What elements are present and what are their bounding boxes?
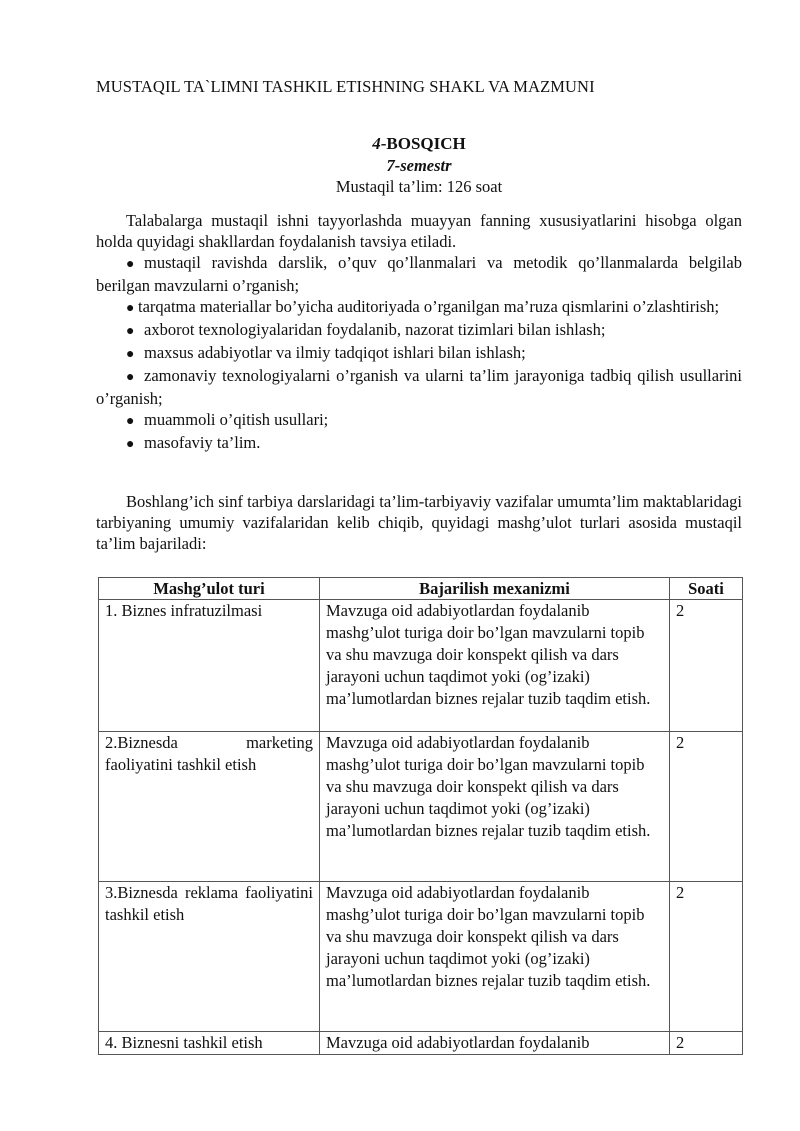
cell-hours: 2 <box>670 732 743 882</box>
cell-type: 2.Biznesda marketing faoliyatini tashkil etish <box>99 732 320 882</box>
cell-hours: 2 <box>670 882 743 1032</box>
header-type: Mashg’ulot turi <box>99 578 320 600</box>
table-header-row <box>99 578 743 600</box>
bullet-icon: ● <box>126 414 135 429</box>
header-hours: Soati <box>670 578 743 600</box>
intro-text: Talabalarga mustaqil ishni tayyorlashda muayyan fanning xususiyatlarini hisobga olgan holda quyidagi shakllardan foydalanish tavsiya etiladi. <box>96 211 742 251</box>
bullet-icon: ● <box>126 257 135 272</box>
list-item: ● muammoli o’qitish usullari; <box>96 409 742 432</box>
list-item: ● mustaqil ravishda darslik, o’quv qo’llanmalari va metodik qo’llanmalarda belgilab berilgan mavzularni o’rganish; <box>96 253 742 295</box>
hours-line: Mustaqil ta’lim: 126 soat <box>335 177 503 196</box>
cell-hours: 2 <box>670 600 743 732</box>
list-item: ● tarqatma materiallar bo’yicha auditoriyada o’rganilgan ma’ruza qismlarini o’zlashtirish; <box>96 296 742 319</box>
cell-mechanism: Mavzuga oid adabiyotlardan foydalanib mashg’ulot turiga doir bo’lgan mavzularni topib va shu mavzuga doir konspekt qilish va dars jarayoni uchun taqdimot yoki (og’izaki) ma’lumotlardan biznes rejalar tuzib taqdim etish. <box>320 600 670 732</box>
table-row <box>99 882 743 1032</box>
bullet-icon: ● <box>126 370 135 385</box>
semester-heading: 7-semestr <box>386 156 452 175</box>
stage-word: -BOSQICH <box>380 134 466 153</box>
cell-mechanism: Mavzuga oid adabiyotlardan foydalanib mashg’ulot turiga doir bo’lgan mavzularni topib va shu mavzuga doir konspekt qilish va dars jarayoni uchun taqdimot yoki (og’izaki) ma’lumotlardan biznes rejalar tuzib taqdim etish. <box>320 882 670 1032</box>
bullet-icon: ● <box>126 324 135 339</box>
intro-paragraph <box>96 210 742 252</box>
cell-type: 1. Biznes infratuzilmasi <box>99 600 320 732</box>
stage-number: 4 <box>372 134 381 153</box>
list-item: ● masofaviy ta’lim. <box>96 432 742 455</box>
bullet-list <box>96 252 742 455</box>
table-row <box>99 600 743 732</box>
stage-heading <box>96 133 742 154</box>
independent-study-table <box>98 577 743 1055</box>
bullet-icon: ● <box>126 437 135 452</box>
table-row <box>99 1032 743 1055</box>
header-mechanism: Bajarilish mexanizmi <box>320 578 670 600</box>
table-row <box>99 732 743 882</box>
list-item: ● axborot texnologiyalaridan foydalanib, nazorat tizimlari bilan ishlash; <box>96 319 742 342</box>
cell-type: 4. Biznesni tashkil etish <box>99 1032 320 1055</box>
bullet-icon: ● <box>126 347 135 362</box>
tasks-paragraph <box>96 491 742 554</box>
cell-hours: 2 <box>670 1032 743 1055</box>
bullet-icon: ● <box>126 301 135 316</box>
cell-type: 3.Biznesda reklama faoliyatini tashkil etish <box>99 882 320 1032</box>
cell-mechanism: Mavzuga oid adabiyotlardan foydalanib <box>320 1032 670 1055</box>
list-item: ● zamonaviy texnologiyalarni o’rganish va ularni ta’lim jarayoniga tadbiq qilish usullarini o’rganish; <box>96 366 742 408</box>
tasks-text: Boshlang’ich sinf tarbiya darslaridagi ta’lim-tarbiyaviy vazifalar umumta’lim maktablaridagi tarbiyaning umumiy vazifalaridan kelib chiqib, quyidagi mashg’ulot turlari asosida mustaqil ta’lim bajariladi: <box>96 492 742 553</box>
cell-mechanism: Mavzuga oid adabiyotlardan foydalanib mashg’ulot turiga doir bo’lgan mavzularni topib va shu mavzuga doir konspekt qilish va dars jarayoni uchun taqdimot yoki (og’izaki) ma’lumotlardan biznes rejalar tuzib taqdim etish. <box>320 732 670 882</box>
document-title: MUSTAQIL TA`LIMNI TASHKIL ETISHNING SHAKL VA MAZMUNI <box>96 77 595 96</box>
list-item: ● maxsus adabiyotlar va ilmiy tadqiqot ishlari bilan ishlash; <box>96 342 742 365</box>
